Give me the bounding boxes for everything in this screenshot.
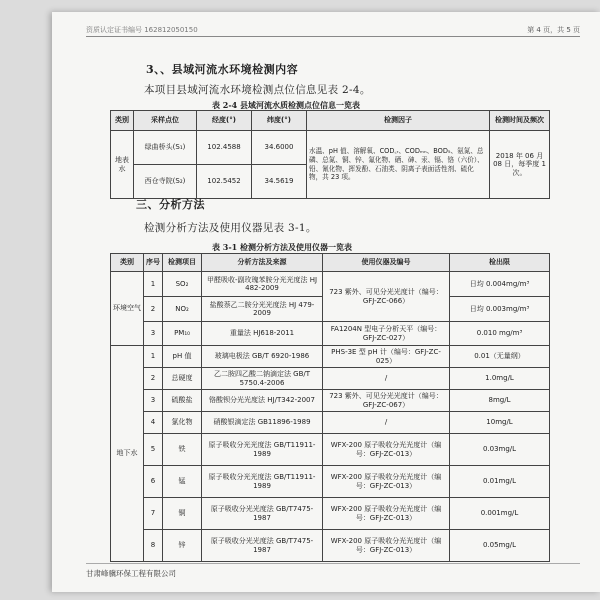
t31-method: 原子吸收分光光度法 GB/T7475-1987 (202, 530, 323, 562)
table-3-1 (110, 253, 550, 562)
t24-lat: 34.5619 (252, 165, 307, 199)
t31-no: 2 (144, 368, 163, 390)
t24-lon: 102.4588 (197, 131, 252, 165)
t31-header-limit: 检出限 (450, 254, 550, 272)
t31-water-category: 地下水 (111, 346, 144, 562)
t31-no: 4 (144, 412, 163, 434)
document-page (52, 12, 600, 592)
company-footer: 甘肃峰骥环保工程有限公司 (86, 569, 176, 578)
t31-method: 玻璃电极法 GB/T 6920-1986 (202, 346, 323, 368)
t24-frequency: 2018 年 06 月 08 日，每季度 1 次。 (490, 131, 550, 199)
t31-item: PM₁₀ (163, 322, 202, 346)
t24-header-freq: 检测时间及频次 (490, 111, 550, 131)
t31-method: 原子吸收分光光度法 GB/T7475-1987 (202, 498, 323, 530)
t24-factors: 水温、pH 值、溶解氧、COD꜀ᵣ、CODₘₙ、BOD₅、氨氮、总磷、总氮、铜、锌、氟化物、硒、砷、汞、镉、铬（六价）、铅、氰化物、挥发酚、石油类、阴离子表面活性剂、硫化物，共 23 项。 (307, 131, 490, 199)
t31-item: 总硬度 (163, 368, 202, 390)
t31-no: 3 (144, 322, 163, 346)
t31-method: 甲醛吸收-副玫瑰苯胺分光光度法 HJ 482-2009 (202, 272, 323, 297)
t24-lon: 102.5452 (197, 165, 252, 199)
t24-header-lat: 纬度(°) (252, 111, 307, 131)
t31-item: 锰 (163, 466, 202, 498)
t31-limit: 0.05mg/L (450, 530, 550, 562)
t24-header-site: 采样点位 (134, 111, 197, 131)
t31-item: pH 值 (163, 346, 202, 368)
t31-method: 铬酸钡分光光度法 HJ/T342-2007 (202, 390, 323, 412)
t31-air-category: 环境空气 (111, 272, 144, 346)
t31-instrument: WFX-200 原子吸收分光光度计（编号：GFJ-ZC-013） (323, 530, 450, 562)
t31-instrument: WFX-200 原子吸收分光光度计（编号：GFJ-ZC-013） (323, 434, 450, 466)
t24-header-category: 类别 (111, 111, 134, 131)
t31-limit: 日均 0.003mg/m³ (450, 297, 550, 322)
section-3-paragraph: 本项目县域河流水环境检测点位信息见表 2-4。 (144, 84, 371, 96)
t31-no: 3 (144, 390, 163, 412)
t31-item: 氯化物 (163, 412, 202, 434)
t24-header-lon: 经度(°) (197, 111, 252, 131)
page-number: 第 4 页，共 5 页 (527, 26, 580, 34)
t31-item: 锌 (163, 530, 202, 562)
t31-method: 原子吸收分光光度法 GB/T11911-1989 (202, 466, 323, 498)
t31-limit: 0.001mg/L (450, 498, 550, 530)
t31-item: 铜 (163, 498, 202, 530)
t24-site: 绿曲桥头(S₁) (134, 131, 197, 165)
methods-paragraph: 检测分析方法及使用仪器见表 3-1。 (144, 222, 317, 234)
t31-header-instrument: 使用仪器及编号 (323, 254, 450, 272)
t31-limit: 10mg/L (450, 412, 550, 434)
t31-instrument: WFX-200 原子吸收分光光度计（编号：GFJ-ZC-013） (323, 498, 450, 530)
t31-method: 硝酸银滴定法 GB11896-1989 (202, 412, 323, 434)
t31-instrument: WFX-200 原子吸收分光光度计（编号：GFJ-ZC-013） (323, 466, 450, 498)
t31-limit: 0.010 mg/m³ (450, 322, 550, 346)
table-3-1-caption: 表 3-1 检测分析方法及使用仪器一览表 (212, 242, 353, 252)
table-2-4 (110, 110, 550, 199)
t31-no: 8 (144, 530, 163, 562)
t31-header-category: 类别 (111, 254, 144, 272)
t24-lat: 34.6000 (252, 131, 307, 165)
t31-instrument: FA1204N 型电子分析天平（编号：GFJ-ZC-027） (323, 322, 450, 346)
table-2-4-caption: 表 2-4 县域河流水质检测点位信息一览表 (212, 100, 361, 110)
t24-site: 西仓寺院(S₂) (134, 165, 197, 199)
t31-limit: 日均 0.004mg/m³ (450, 272, 550, 297)
t31-instrument: 723 紫外、可见分光光度计（编号：GFJ-ZC-067） (323, 390, 450, 412)
footer-divider (86, 563, 580, 564)
t24-header-factors: 检测因子 (307, 111, 490, 131)
t31-method: 原子吸收分光光度法 GB/T11911-1989 (202, 434, 323, 466)
t31-no: 1 (144, 272, 163, 297)
t31-instrument: PHS-3E 型 pH 计（编号：GFJ-ZC-025） (323, 346, 450, 368)
t31-limit: 0.03mg/L (450, 434, 550, 466)
certificate-number: 资质认定证书编号 162812050150 (86, 26, 198, 34)
t31-instrument: / (323, 368, 450, 390)
t31-item: 铁 (163, 434, 202, 466)
t31-no: 2 (144, 297, 163, 322)
t31-instrument: / (323, 412, 450, 434)
t31-no: 7 (144, 498, 163, 530)
t31-item: 硫酸盐 (163, 390, 202, 412)
t31-method: 重量法 HJ618-2011 (202, 322, 323, 346)
methods-heading: 三、分析方法 (136, 198, 205, 211)
section-3-heading: 3、、县域河流水环境检测内容 (146, 63, 299, 76)
t31-limit: 0.01（无量纲） (450, 346, 550, 368)
t31-no: 6 (144, 466, 163, 498)
t31-instrument: 723 紫外、可见分光光度计（编号：GFJ-ZC-066） (323, 272, 450, 322)
t31-item: SO₂ (163, 272, 202, 297)
t31-limit: 1.0mg/L (450, 368, 550, 390)
t24-category: 地表水 (111, 131, 134, 199)
header-divider (86, 36, 580, 37)
t31-limit: 8mg/L (450, 390, 550, 412)
t31-header-method: 分析方法及来源 (202, 254, 323, 272)
t31-header-no: 序号 (144, 254, 163, 272)
t31-no: 1 (144, 346, 163, 368)
t31-item: NO₂ (163, 297, 202, 322)
t31-header-item: 检测项目 (163, 254, 202, 272)
t31-no: 5 (144, 434, 163, 466)
t31-method: 盐酸萘乙二胺分光光度法 HJ 479-2009 (202, 297, 323, 322)
t31-method: 乙二胺四乙酸二钠滴定法 GB/T 5750.4-2006 (202, 368, 323, 390)
t31-limit: 0.01mg/L (450, 466, 550, 498)
